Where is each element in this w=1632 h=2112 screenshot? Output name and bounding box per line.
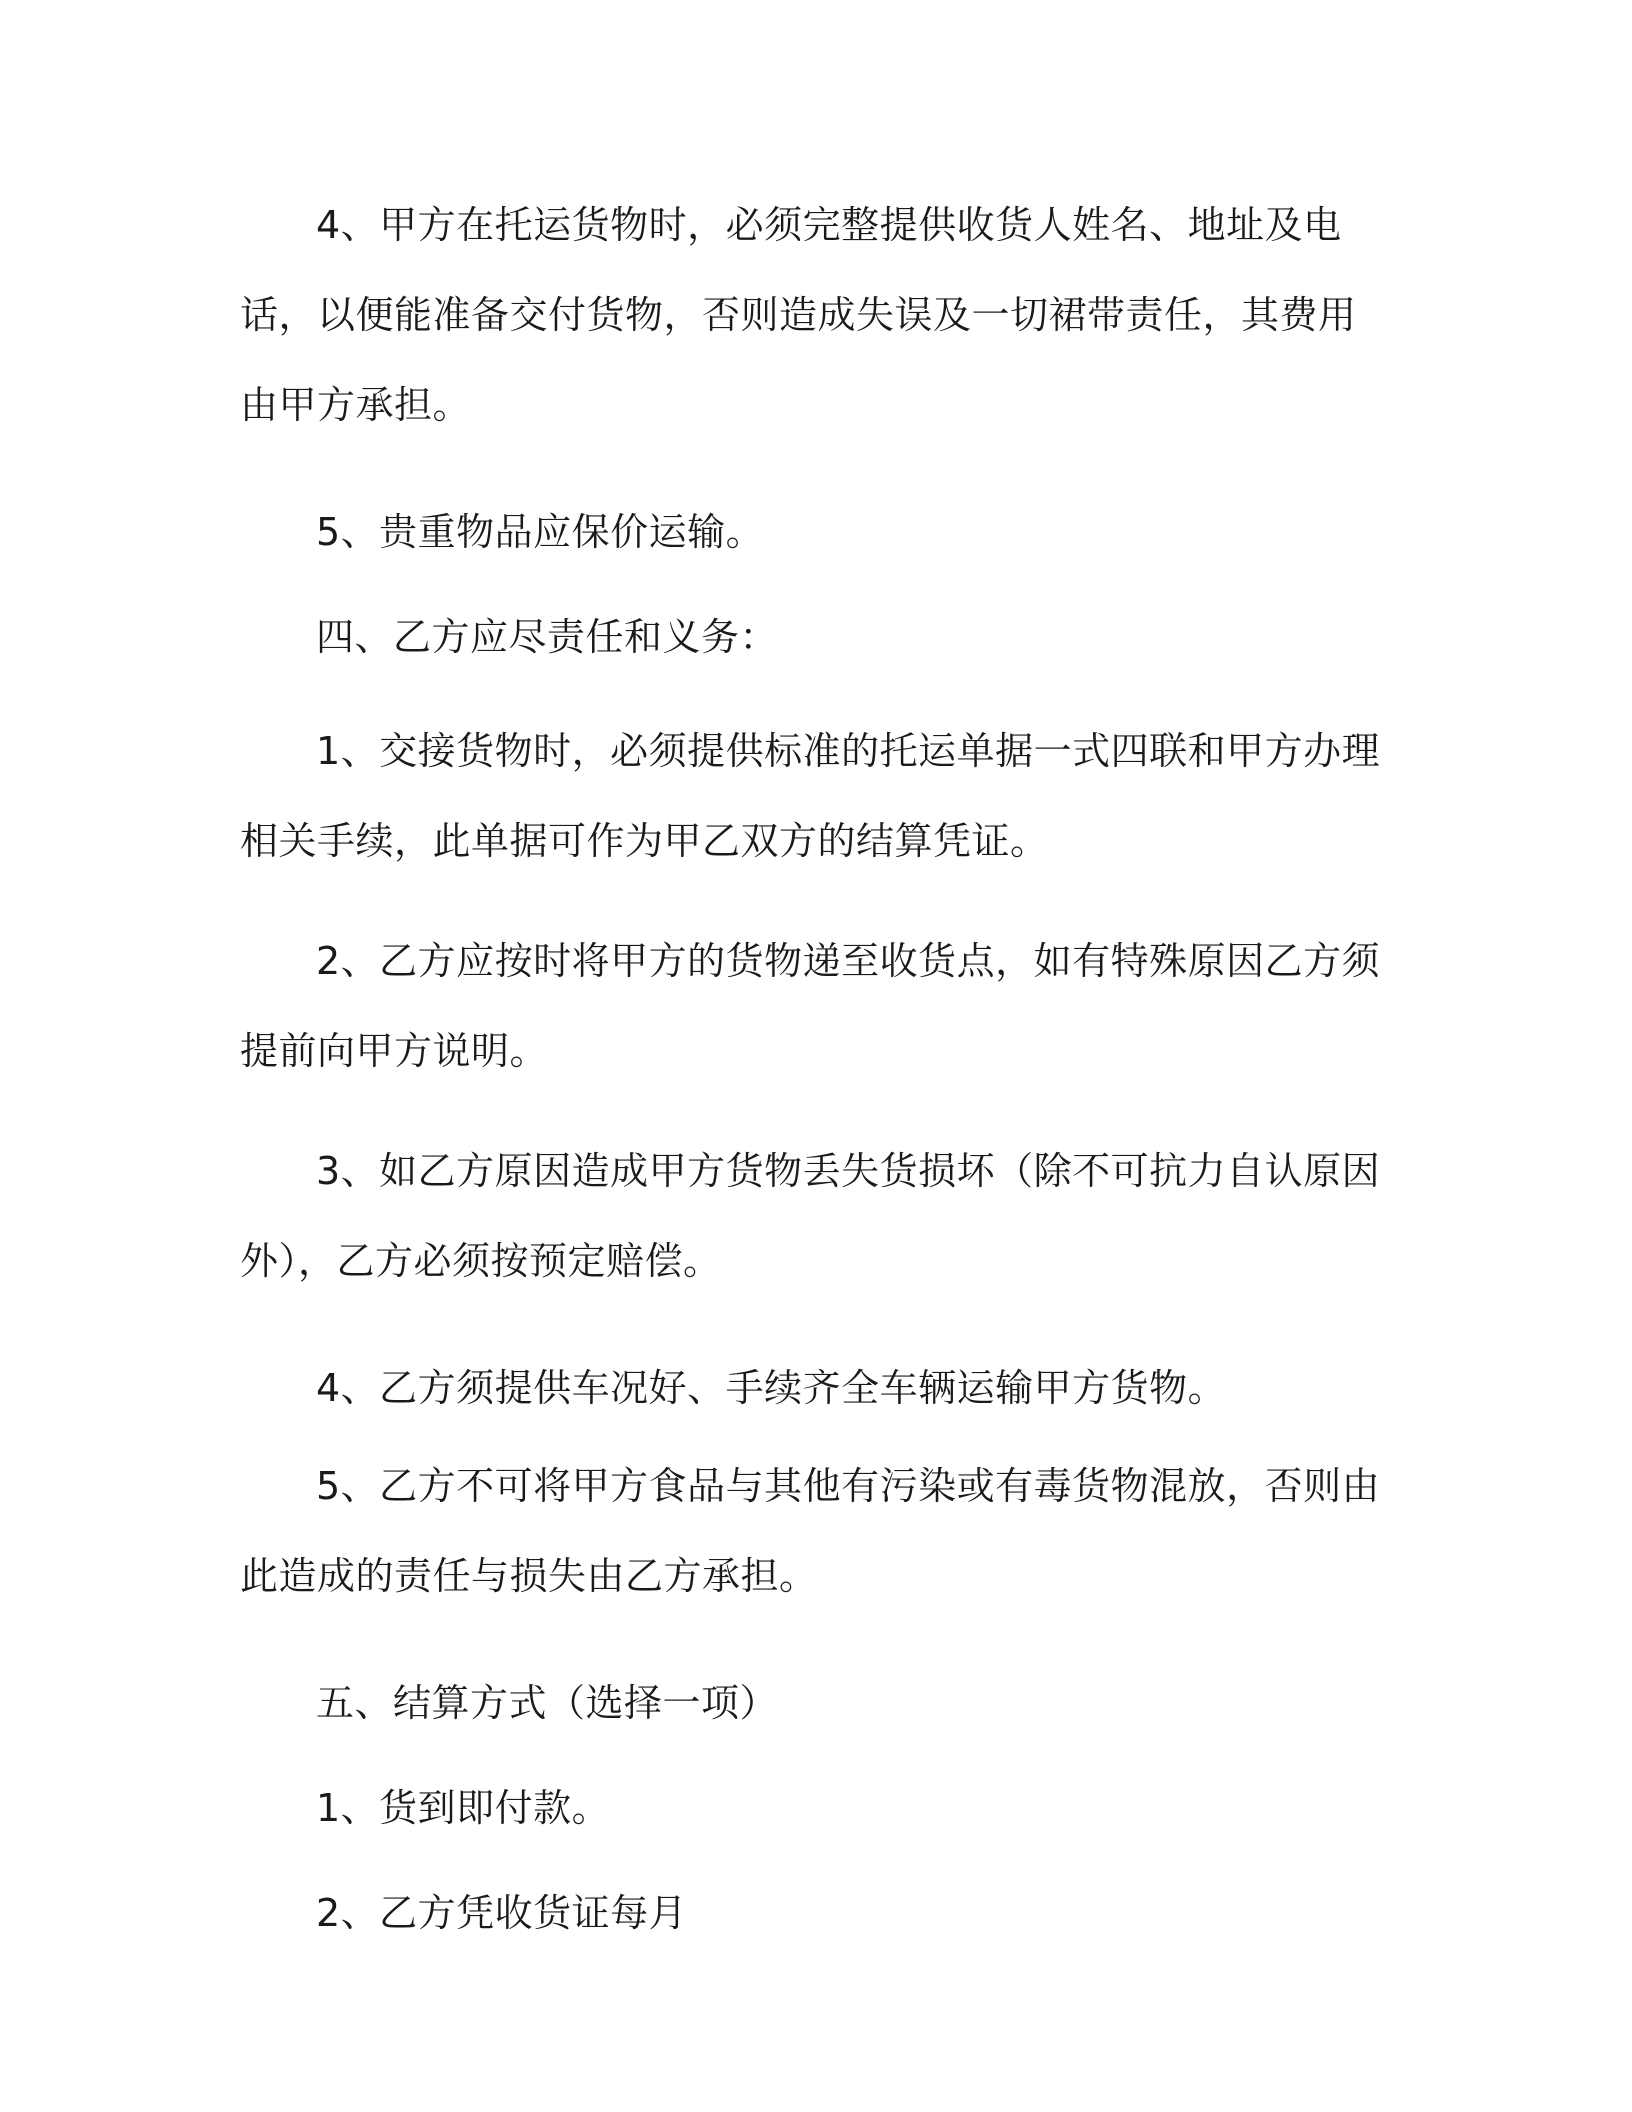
- clause-1-handover-documents: 1、交接货物时，必须提供标准的托运单据一式四联和甲方办理相关手续，此单据可作为甲乙双方的结算凭证。: [240, 729, 1381, 863]
- document-body: [240, 180, 1390, 1966]
- clause-4-shipper-info: 4、甲方在托运货物时，必须完整提供收货人姓名、地址及电话，以便能准备交付货物，否则造成失误及一切裙带责任，其费用由甲方承担。: [240, 203, 1357, 427]
- clause-3-loss-compensation: 3、如乙方原因造成甲方货物丢失货损坏（除不可抗力自认原因外），乙方必须按预定赔偿。: [240, 1149, 1381, 1283]
- clause-5-valuables-insured: 5、贵重物品应保价运输。: [316, 510, 765, 554]
- payment-option-2: 2、乙方凭收货证每月: [316, 1891, 688, 1935]
- clause-4-vehicle-condition: 4、乙方须提供车况好、手续齐全车辆运输甲方货物。: [316, 1366, 1227, 1410]
- clause-2-timely-delivery: 2、乙方应按时将甲方的货物递至收货点，如有特殊原因乙方须提前向甲方说明。: [240, 939, 1381, 1073]
- clause-5-no-mixed-cargo: 5、乙方不可将甲方食品与其他有污染或有毒货物混放，否则由此造成的责任与损失由乙方承担。: [240, 1464, 1381, 1598]
- payment-option-1: 1、货到即付款。: [316, 1786, 611, 1830]
- section-5-heading: 五、结算方式（选择一项）: [316, 1681, 779, 1725]
- section-4-heading: 四、乙方应尽责任和义务：: [316, 615, 779, 659]
